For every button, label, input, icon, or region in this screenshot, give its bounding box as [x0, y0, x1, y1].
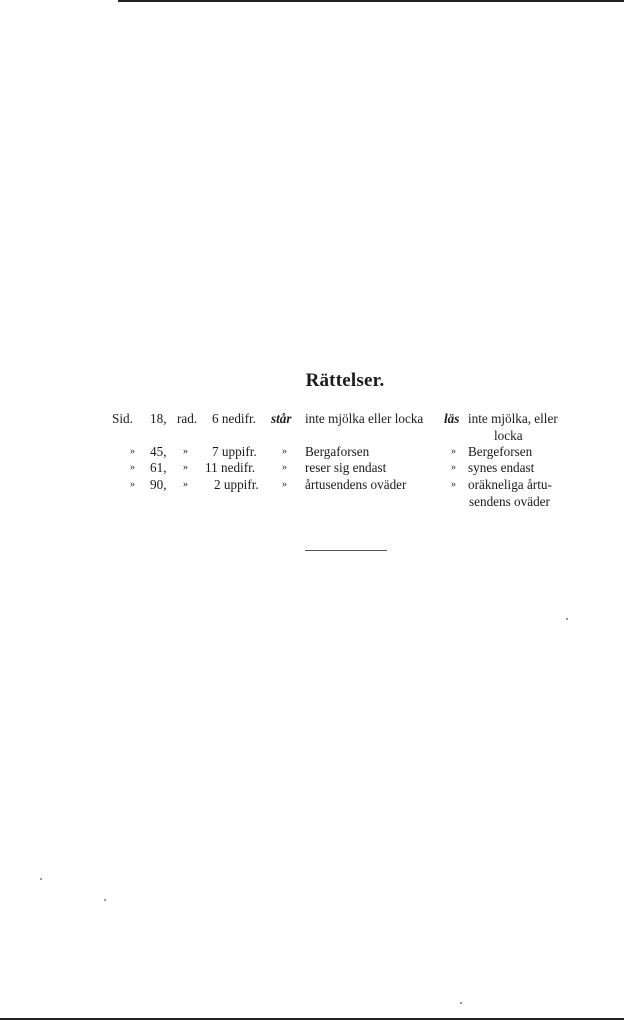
wrong-text: årtusendens oväder: [305, 477, 407, 492]
page-number: 61,: [150, 460, 167, 475]
section-divider: [305, 550, 387, 551]
wrong-text: inte mjölka eller locka: [305, 411, 424, 426]
ditto-mark: »: [130, 479, 135, 490]
ditto-mark: »: [282, 446, 287, 457]
line-reference: 7 uppifr.: [212, 444, 257, 459]
ditto-mark: »: [282, 462, 287, 473]
line-reference: 6 nedifr.: [212, 411, 256, 426]
correct-text: inte mjölka, eller: [468, 411, 558, 426]
ditto-mark: »: [130, 446, 135, 457]
correct-text: Bergeforsen: [468, 444, 533, 459]
las-label: läs: [444, 411, 460, 426]
page-number: 45,: [150, 444, 167, 459]
erratum-row: [0, 460, 624, 476]
erratum-row: [0, 411, 624, 427]
line-reference: 11 nedifr.: [205, 460, 256, 475]
erratum-row-continuation: [0, 428, 624, 444]
scan-speck: [566, 618, 568, 620]
page-title: Rättelser.: [305, 370, 385, 391]
star-label: står: [271, 411, 292, 426]
erratum-row: [0, 444, 624, 460]
wrong-text: reser sig endast: [305, 460, 387, 475]
page-number: 18,: [150, 411, 167, 426]
sid-label: Sid.: [112, 411, 133, 426]
page-number: 90,: [150, 477, 167, 492]
ditto-mark: »: [451, 462, 456, 473]
correct-text: oräkneliga årtu-: [468, 477, 552, 492]
rad-label: rad.: [177, 411, 198, 426]
page-top-border: [118, 0, 624, 2]
ditto-mark: »: [183, 462, 188, 473]
ditto-mark: »: [282, 479, 287, 490]
scan-speck: [40, 878, 42, 880]
scan-speck: [104, 899, 106, 901]
erratum-row: [0, 477, 624, 493]
ditto-mark: »: [130, 462, 135, 473]
correct-text-continued: sendens oväder: [469, 494, 550, 509]
scan-speck: [460, 1002, 462, 1004]
correct-text: synes endast: [468, 460, 535, 475]
erratum-row-continuation: [0, 494, 624, 510]
ditto-mark: »: [451, 446, 456, 457]
wrong-text: Bergaforsen: [305, 444, 370, 459]
correct-text-continued: locka: [494, 428, 523, 443]
ditto-mark: »: [183, 479, 188, 490]
ditto-mark: »: [183, 446, 188, 457]
line-reference: 2 uppifr.: [214, 477, 259, 492]
ditto-mark: »: [451, 479, 456, 490]
